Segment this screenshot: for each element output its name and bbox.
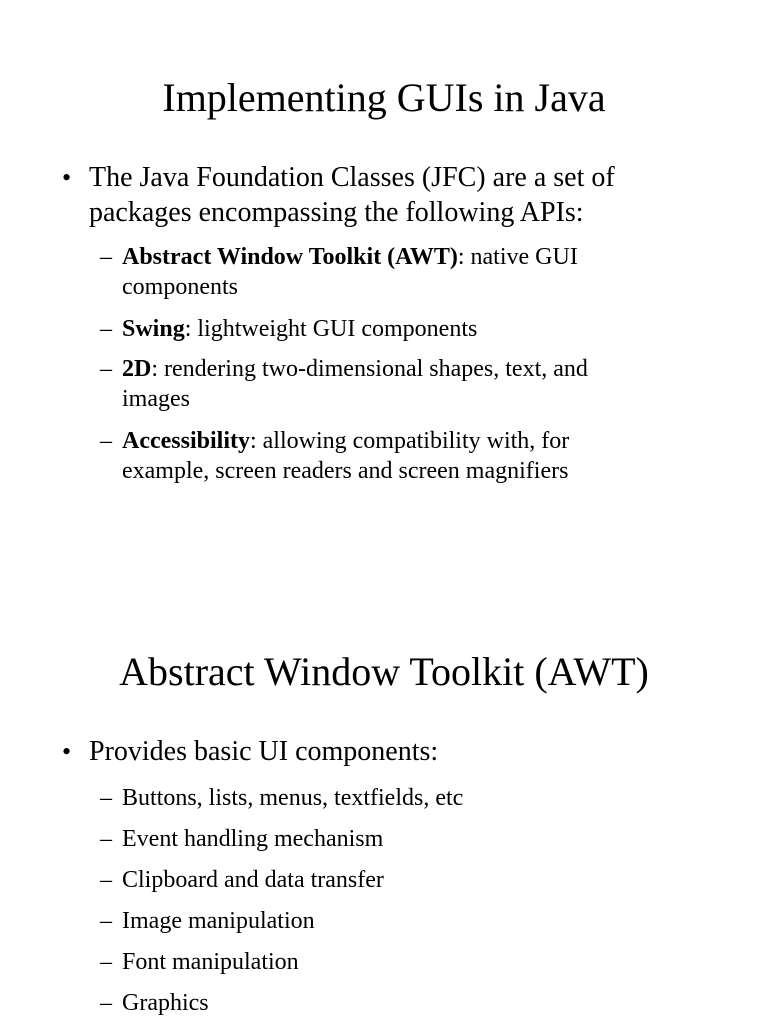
bullet-item [62, 734, 702, 769]
bullet-icon: • [62, 163, 72, 192]
dash-icon: – [100, 316, 112, 342]
bullet-item [62, 160, 702, 230]
bullet-text: The Java Foundation Classes (JFC) are a set of packages encompassing the following APIs: [89, 162, 615, 228]
sub-item-text: Font manipulation [122, 949, 299, 975]
sub-item [100, 783, 660, 813]
dash-icon: – [100, 826, 112, 852]
slide-title: Implementing GUIs in Java [162, 75, 606, 120]
dash-icon: – [100, 949, 112, 975]
sub-item-text: Buttons, lists, menus, textfields, etc [122, 785, 464, 811]
sub-item-awt [100, 242, 660, 302]
sub-item-text: Graphics [122, 990, 209, 1016]
sub-item-term: Accessibility [122, 428, 250, 454]
sub-item-term: Abstract Window Toolkit (AWT) [122, 244, 458, 270]
dash-icon: – [100, 428, 112, 454]
sub-item [100, 906, 660, 936]
dash-icon: – [100, 244, 112, 270]
sub-item [100, 824, 660, 854]
sub-item-text: Event handling mechanism [122, 826, 384, 852]
sub-item-swing [100, 314, 660, 344]
sub-item-desc: : allowing compatibility with, for example, screen readers and screen magnifiers [122, 428, 570, 484]
sub-item-term: Swing [122, 316, 185, 342]
sub-item [100, 865, 660, 895]
sub-item-text [122, 426, 660, 486]
slide-awt [0, 600, 768, 1024]
sub-item-term: 2D [122, 356, 152, 382]
sub-item-text [122, 354, 660, 414]
sub-item-desc: : native GUI components [122, 244, 578, 300]
sub-item [100, 947, 660, 977]
slide-title: Abstract Window Toolkit (AWT) [119, 649, 649, 694]
sub-item [100, 988, 660, 1018]
sub-item-accessibility [100, 426, 660, 486]
bullet-text: Provides basic UI components: [89, 736, 439, 767]
sub-item-desc: : rendering two-dimensional shapes, text, and images [122, 356, 588, 412]
dash-icon: – [100, 867, 112, 893]
dash-icon: – [100, 785, 112, 811]
dash-icon: – [100, 908, 112, 934]
dash-icon: – [100, 356, 112, 382]
sub-item-desc: : lightweight GUI components [184, 316, 478, 342]
sub-item-text [122, 314, 660, 344]
sub-item-text: Clipboard and data transfer [122, 867, 384, 893]
sub-item-text [122, 242, 660, 302]
sub-item-2d [100, 354, 660, 414]
bullet-icon: • [62, 737, 72, 766]
sub-item-text: Image manipulation [122, 908, 315, 934]
dash-icon: – [100, 990, 112, 1016]
